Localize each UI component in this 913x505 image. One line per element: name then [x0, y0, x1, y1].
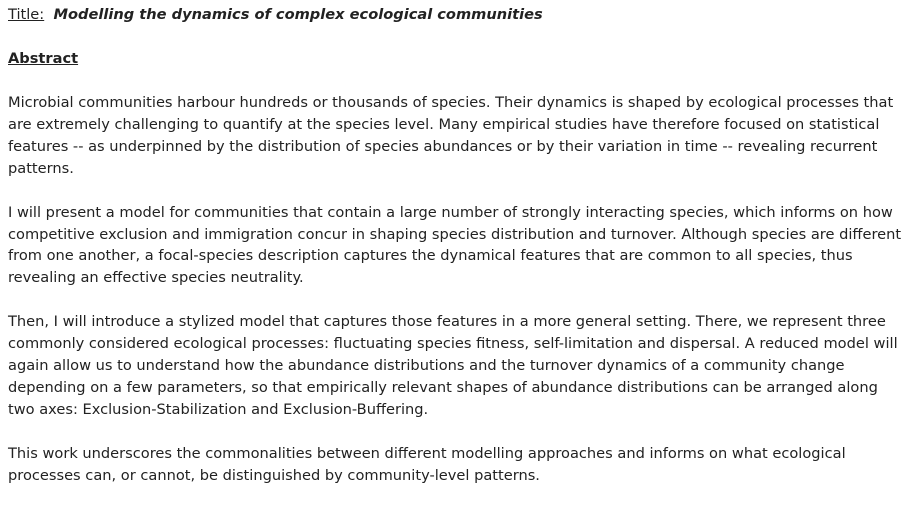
abstract-paragraph-3: Then, I will introduce a stylized model that captures those features in a more general setting. There, we represent three commonly considered ecological processes: fluctuating species fitness, self-limitation and dispersal. A reduced model will again allow us to understand how the abundance distributions and the turnover dynamics of a community change depending on a few parameters, so that empirically relevant shapes of abundance distributions can be arranged along two axes: Exclusion-Stabilization and Exclusion-Buffering. — [8, 313, 898, 418]
abstract-paragraph-1: Microbial communities harbour hundreds or thousands of species. Their dynamics is shaped by ecological processes that are extremely challenging to quantify at the species level. Many empirical studies have therefore focused on statistical features -- as underpinned by the distribution of species abundances or by their variation in time -- revealing recurrent patterns. — [8, 94, 894, 177]
abstract-paragraph-2: I will present a model for communities that contain a large number of strongly interacting species, which informs on how competitive exclusion and immigration concur in shaping species distribution and turnover. Although species are different from one another, a focal-species description captures the dynamical features that are common to all species, thus revealing an effective species neutrality. — [8, 203, 902, 287]
title-line — [8, 4, 905, 26]
document-title: Modelling the dynamics of complex ecological communities — [53, 6, 543, 23]
abstract-heading: Abstract — [8, 50, 79, 67]
abstract-paragraph-4: This work underscores the commonalities between different modelling approaches and informs on what ecological processes can, or cannot, be distinguished by community-level patterns. — [8, 444, 846, 484]
title-label: Title: — [8, 6, 45, 23]
